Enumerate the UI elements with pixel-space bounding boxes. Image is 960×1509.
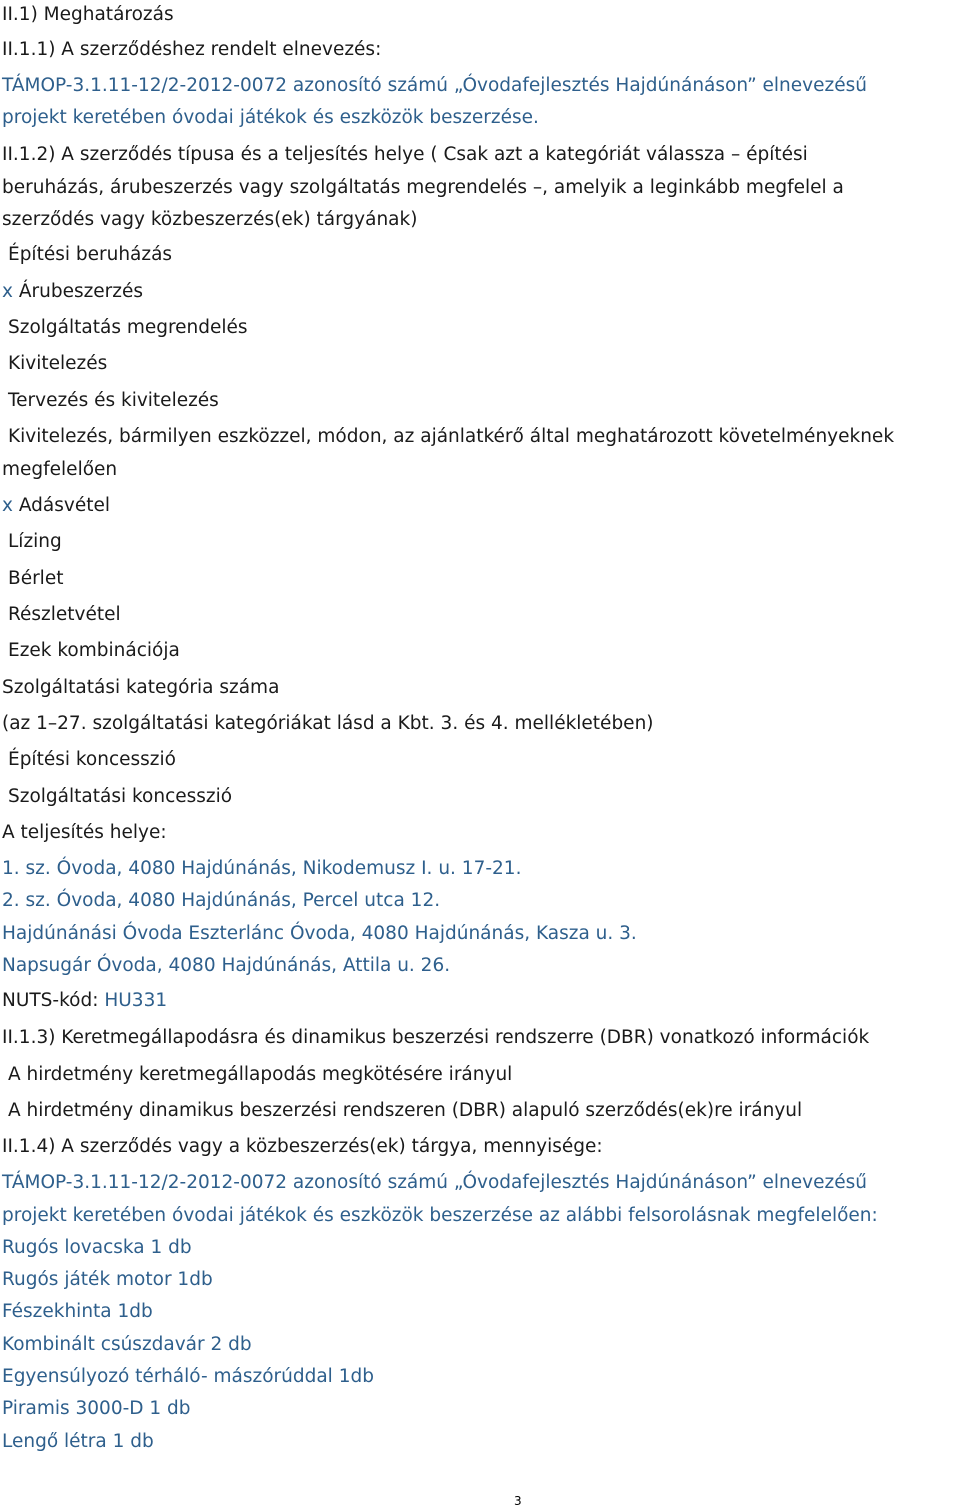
contract-name-label: II.1.1) A szerződéshez rendelt elnevezés: [2,39,382,60]
type-option-construction: Építési beruházás [8,244,173,265]
buy-option-purchase [2,494,110,518]
buy-option-purchase-label: Adásvétel [18,495,110,516]
nuts-code [2,989,167,1013]
place-item: Napsugár Óvoda, 4080 Hajdúnánás, Attila u. 26. [2,955,451,976]
contract-type-label-line-2: beruházás, árubeszerzés vagy szolgáltatás megrendelés –, amelyik a leginkább megfelel a [2,177,844,198]
page-number: 3 [514,1494,522,1508]
contract-type-label-line-1: II.1.2) A szerződés típusa és a teljesítés helye ( Csak azt a kategóriát válassza – építési [2,144,808,165]
place-item: 1. sz. Óvoda, 4080 Hajdúnánás, Nikodemusz I. u. 17-21. [2,858,522,879]
framework-option-1: A hirdetmény keretmegállapodás megkötésére irányul [8,1064,513,1085]
type-option-supply [2,280,143,304]
list-item: Fészekhinta 1db [2,1301,153,1322]
sub-option-any-means-line-1: Kivitelezés, bármilyen eszközzel, módon, az ajánlatkérő által meghatározott követelményeknek [8,426,895,447]
type-option-service: Szolgáltatás megrendelés [8,317,248,338]
section-heading: II.1) Meghatározás [2,4,174,25]
buy-option-combination: Ezek kombinációja [8,640,180,661]
list-item: Piramis 3000-D 1 db [2,1398,191,1419]
type-option-supply-label: Árubeszerzés [18,281,144,302]
sub-option-any-means-line-2: megfelelően [2,459,118,480]
contract-name-value-line-1: TÁMOP-3.1.11-12/2-2012-0072 azonosító számú „Óvodafejlesztés Hajdúnánáson” elnevezésű [2,75,867,96]
list-item: Egyensúlyozó térháló- mászórúddal 1db [2,1366,374,1387]
subject-label: II.1.4) A szerződés vagy a közbeszerzés(ek) tárgya, mennyisége: [2,1136,603,1157]
service-category-note: (az 1–27. szolgáltatási kategóriákat lásd a Kbt. 3. és 4. mellékletében) [2,713,654,734]
service-category-label: Szolgáltatási kategória száma [2,677,280,698]
buy-option-rental: Bérlet [8,568,64,589]
contract-name-value-line-2: projekt keretében óvodai játékok és eszközök beszerzése. [2,107,539,128]
framework-label: II.1.3) Keretmegállapodásra és dinamikus beszerzési rendszerre (DBR) vonatkozó információk [2,1027,870,1048]
nuts-value: HU331 [104,990,168,1011]
subject-value-line-1: TÁMOP-3.1.11-12/2-2012-0072 azonosító számú „Óvodafejlesztés Hajdúnánáson” elnevezésű [2,1172,867,1193]
concession-service: Szolgáltatási koncesszió [8,786,233,807]
list-item: Rugós lovacska 1 db [2,1237,192,1258]
buy-option-leasing: Lízing [8,531,62,552]
concession-construction: Építési koncesszió [8,749,176,770]
list-item: Rugós játék motor 1db [2,1269,213,1290]
buy-option-installment: Részletvétel [8,604,121,625]
nuts-label: NUTS-kód: [2,990,99,1011]
selected-mark: x [2,281,13,302]
sub-option-design-execution: Tervezés és kivitelezés [8,390,219,411]
list-item: Kombinált csúszdavár 2 db [2,1334,252,1355]
place-item: Hajdúnánási Óvoda Eszterlánc Óvoda, 4080 Hajdúnánás, Kasza u. 3. [2,923,637,944]
subject-value-line-2: projekt keretében óvodai játékok és eszközök beszerzése az alábbi felsorolásnak megfelelően: [2,1205,878,1226]
sub-option-execution: Kivitelezés [8,353,108,374]
framework-option-2: A hirdetmény dinamikus beszerzési rendszeren (DBR) alapuló szerződés(ek)re irányul [8,1100,803,1121]
list-item: Lengő létra 1 db [2,1431,154,1452]
place-item: 2. sz. Óvoda, 4080 Hajdúnánás, Percel utca 12. [2,890,441,911]
place-label: A teljesítés helye: [2,822,167,843]
selected-mark: x [2,495,13,516]
contract-type-label-line-3: szerződés vagy közbeszerzés(ek) tárgyának) [2,209,418,230]
